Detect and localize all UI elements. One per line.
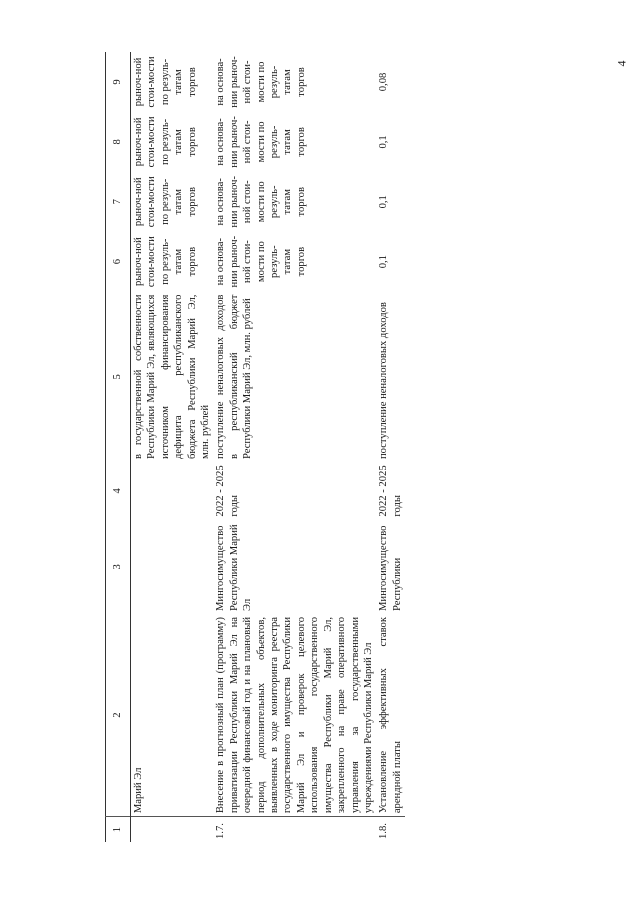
measure-cell: Внесение в прогнозный план (программу) приватизации Республики Марий Эл на очередной финансовый год и на плановый период дополнительных объектов, выявленных в ходе мониторинга реестра государственного имущества Республики Марий Эл и проверок целевого использования государственного имущества Республики Марий Эл, закрепленного на праве оперативного управления за государственными учреждениями Республики Марий Эл bbox=[215, 617, 374, 814]
rotated-table-wrapper bbox=[105, 52, 615, 842]
period-cell bbox=[131, 462, 214, 520]
period-cell: 2022 - 2025 годы bbox=[215, 465, 240, 517]
value-cell: рыноч-ной стои-мости по резуль-татам торгов bbox=[133, 236, 198, 288]
value-cell: 0,1 bbox=[378, 135, 390, 149]
header-cell: 4 bbox=[106, 462, 131, 520]
table-row bbox=[131, 52, 214, 842]
value-cell: на основа-нии рыноч-ной стои-мости по резуль-татам торгов bbox=[215, 175, 307, 228]
header-cell: 2 bbox=[106, 614, 131, 817]
value-cell: на основа-нии рыноч-ной стои-мости по резуль-татам торгов bbox=[215, 116, 307, 168]
row-number: 1.8. bbox=[376, 817, 405, 842]
header-cell: 1 bbox=[106, 817, 131, 842]
header-cell: 3 bbox=[106, 520, 131, 614]
header-cell: 7 bbox=[106, 172, 131, 232]
value-cell: рыноч-ной стои-мости по резуль-татам торгов bbox=[133, 56, 198, 108]
period-cell: 2022 - 2025 годы bbox=[378, 465, 403, 517]
table-row bbox=[213, 52, 376, 842]
header-row bbox=[106, 52, 131, 842]
header-cell: 8 bbox=[106, 112, 131, 172]
indicator-cell: поступление неналоговых доходов bbox=[378, 302, 390, 459]
measure-cell: Марий Эл bbox=[133, 767, 144, 814]
value-cell: рыноч-ной стои-мости по резуль-татам торгов bbox=[133, 176, 198, 228]
value-cell: на основа-нии рыноч-ной стои-мости по резуль-татам торгов bbox=[215, 56, 307, 108]
indicator-cell: в государственной собственности Республики Марий Эл, являющихся источником финансирования дефицита республиканского бюджета Республики Марий Эл, млн. рублей bbox=[133, 294, 212, 459]
value-cell: рыноч-ной стои-мости по резуль-татам торгов bbox=[133, 116, 198, 168]
value-cell: 0,08 bbox=[378, 72, 390, 92]
header-cell: 5 bbox=[106, 292, 131, 462]
value-cell: 0,1 bbox=[378, 255, 390, 269]
header-cell: 9 bbox=[106, 52, 131, 112]
table-row bbox=[376, 52, 405, 842]
executor-cell: Мингосимущество Республики Марий Эл bbox=[215, 524, 254, 611]
indicator-cell: поступление неналоговых доходов в республиканский бюджет Республики Марий Эл, млн. рублей bbox=[215, 294, 254, 459]
executor-cell bbox=[131, 520, 214, 614]
row-number bbox=[131, 817, 214, 842]
value-cell: 0,1 bbox=[378, 195, 390, 209]
measure-cell: Установление эффективных ставок арендной платы bbox=[378, 617, 403, 814]
executor-cell: Мингосимущество Республики bbox=[378, 525, 403, 611]
measures-table bbox=[105, 52, 405, 842]
row-number: 1.7. bbox=[213, 817, 376, 842]
page-number: 4 bbox=[614, 60, 629, 67]
value-cell: на основа-нии рыноч-ной стои-мости по резуль-татам торгов bbox=[215, 235, 307, 288]
header-cell: 6 bbox=[106, 232, 131, 292]
